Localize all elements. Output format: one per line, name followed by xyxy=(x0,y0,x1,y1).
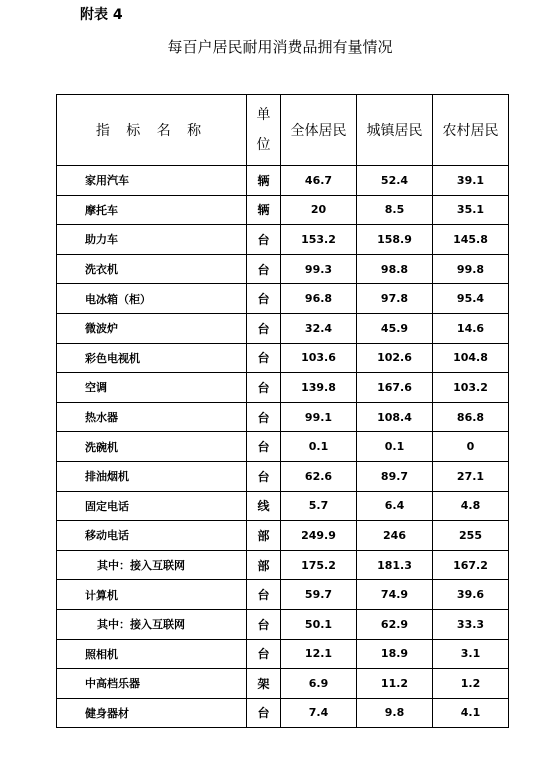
rural-residents-cell: 95.4 xyxy=(433,284,509,314)
table-row xyxy=(57,373,509,403)
all-residents-cell: 6.9 xyxy=(281,669,357,699)
indicator-name-cell: 摩托车 xyxy=(57,195,247,225)
indicator-name-cell: 其中：接入互联网 xyxy=(57,550,247,580)
all-residents-cell: 7.4 xyxy=(281,698,357,728)
unit-cell: 台 xyxy=(247,284,281,314)
table-row xyxy=(57,580,509,610)
unit-cell: 台 xyxy=(247,461,281,491)
table-header-row xyxy=(57,95,509,166)
urban-residents-cell: 18.9 xyxy=(357,639,433,669)
data-table xyxy=(56,94,509,728)
unit-cell: 部 xyxy=(247,521,281,551)
table-row xyxy=(57,402,509,432)
all-residents-cell: 175.2 xyxy=(281,550,357,580)
table-row xyxy=(57,195,509,225)
rural-residents-cell: 4.8 xyxy=(433,491,509,521)
rural-residents-cell: 1.2 xyxy=(433,669,509,699)
all-residents-cell: 139.8 xyxy=(281,373,357,403)
urban-residents-cell: 8.5 xyxy=(357,195,433,225)
table-row xyxy=(57,461,509,491)
unit-cell: 线 xyxy=(247,491,281,521)
indicator-name-cell: 计算机 xyxy=(57,580,247,610)
header-unit-line2: 位 xyxy=(256,137,271,153)
urban-residents-cell: 9.8 xyxy=(357,698,433,728)
rural-residents-cell: 255 xyxy=(433,521,509,551)
all-residents-cell: 50.1 xyxy=(281,609,357,639)
indicator-name-cell: 移动电话 xyxy=(57,521,247,551)
all-residents-cell: 12.1 xyxy=(281,639,357,669)
table-row xyxy=(57,639,509,669)
indicator-name-cell: 电冰箱（柜） xyxy=(57,284,247,314)
unit-cell: 台 xyxy=(247,373,281,403)
header-all-residents: 全体居民 xyxy=(281,95,357,166)
urban-residents-cell: 45.9 xyxy=(357,313,433,343)
indicator-name-cell: 照相机 xyxy=(57,639,247,669)
rural-residents-cell: 3.1 xyxy=(433,639,509,669)
urban-residents-cell: 167.6 xyxy=(357,373,433,403)
rural-residents-cell: 0 xyxy=(433,432,509,462)
urban-residents-cell: 52.4 xyxy=(357,166,433,196)
rural-residents-cell: 145.8 xyxy=(433,225,509,255)
indicator-name-cell: 热水器 xyxy=(57,402,247,432)
rural-residents-cell: 35.1 xyxy=(433,195,509,225)
indicator-name-cell: 排油烟机 xyxy=(57,461,247,491)
header-urban-residents: 城镇居民 xyxy=(357,95,433,166)
indicator-name-cell: 中高档乐器 xyxy=(57,669,247,699)
indicator-name-cell: 助力车 xyxy=(57,225,247,255)
urban-residents-cell: 97.8 xyxy=(357,284,433,314)
table-row xyxy=(57,432,509,462)
table-row xyxy=(57,313,509,343)
all-residents-cell: 96.8 xyxy=(281,284,357,314)
table-row xyxy=(57,166,509,196)
document-title: 每百户居民耐用消费品拥有量情况 xyxy=(167,38,393,56)
table-row xyxy=(57,225,509,255)
table-row xyxy=(57,254,509,284)
unit-cell: 辆 xyxy=(247,166,281,196)
table-row xyxy=(57,609,509,639)
rural-residents-cell: 103.2 xyxy=(433,373,509,403)
urban-residents-cell: 181.3 xyxy=(357,550,433,580)
indicator-name-cell: 家用汽车 xyxy=(57,166,247,196)
urban-residents-cell: 62.9 xyxy=(357,609,433,639)
indicator-name-cell: 固定电话 xyxy=(57,491,247,521)
urban-residents-cell: 6.4 xyxy=(357,491,433,521)
all-residents-cell: 62.6 xyxy=(281,461,357,491)
unit-cell: 架 xyxy=(247,669,281,699)
all-residents-cell: 249.9 xyxy=(281,521,357,551)
urban-residents-cell: 102.6 xyxy=(357,343,433,373)
all-residents-cell: 5.7 xyxy=(281,491,357,521)
urban-residents-cell: 158.9 xyxy=(357,225,433,255)
appendix-label: 附表 4 xyxy=(80,7,123,23)
rural-residents-cell: 33.3 xyxy=(433,609,509,639)
all-residents-cell: 153.2 xyxy=(281,225,357,255)
unit-cell: 台 xyxy=(247,639,281,669)
all-residents-cell: 99.3 xyxy=(281,254,357,284)
rural-residents-cell: 14.6 xyxy=(433,313,509,343)
rural-residents-cell: 27.1 xyxy=(433,461,509,491)
table-body xyxy=(57,166,509,728)
unit-cell: 台 xyxy=(247,402,281,432)
urban-residents-cell: 74.9 xyxy=(357,580,433,610)
all-residents-cell: 103.6 xyxy=(281,343,357,373)
indicator-name-cell: 其中：接入互联网 xyxy=(57,609,247,639)
all-residents-cell: 99.1 xyxy=(281,402,357,432)
header-unit xyxy=(247,95,281,166)
table-row xyxy=(57,521,509,551)
unit-cell: 台 xyxy=(247,432,281,462)
urban-residents-cell: 108.4 xyxy=(357,402,433,432)
rural-residents-cell: 39.1 xyxy=(433,166,509,196)
all-residents-cell: 32.4 xyxy=(281,313,357,343)
unit-cell: 台 xyxy=(247,580,281,610)
all-residents-cell: 46.7 xyxy=(281,166,357,196)
indicator-name-cell: 彩色电视机 xyxy=(57,343,247,373)
unit-cell: 台 xyxy=(247,313,281,343)
indicator-name-cell: 微波炉 xyxy=(57,313,247,343)
unit-cell: 台 xyxy=(247,225,281,255)
unit-cell: 台 xyxy=(247,609,281,639)
rural-residents-cell: 104.8 xyxy=(433,343,509,373)
unit-cell: 辆 xyxy=(247,195,281,225)
rural-residents-cell: 86.8 xyxy=(433,402,509,432)
all-residents-cell: 59.7 xyxy=(281,580,357,610)
indicator-name-cell: 健身器材 xyxy=(57,698,247,728)
urban-residents-cell: 246 xyxy=(357,521,433,551)
indicator-name-cell: 洗衣机 xyxy=(57,254,247,284)
urban-residents-cell: 0.1 xyxy=(357,432,433,462)
table-row xyxy=(57,491,509,521)
urban-residents-cell: 98.8 xyxy=(357,254,433,284)
rural-residents-cell: 39.6 xyxy=(433,580,509,610)
table-row xyxy=(57,669,509,699)
header-rural-residents: 农村居民 xyxy=(433,95,509,166)
table-row xyxy=(57,343,509,373)
urban-residents-cell: 89.7 xyxy=(357,461,433,491)
all-residents-cell: 0.1 xyxy=(281,432,357,462)
header-indicator-name: 指 标 名 称 xyxy=(57,95,247,166)
table-row xyxy=(57,284,509,314)
table-row xyxy=(57,698,509,728)
header-unit-line1: 单 xyxy=(256,107,271,123)
rural-residents-cell: 99.8 xyxy=(433,254,509,284)
urban-residents-cell: 11.2 xyxy=(357,669,433,699)
indicator-name-cell: 洗碗机 xyxy=(57,432,247,462)
unit-cell: 台 xyxy=(247,254,281,284)
unit-cell: 台 xyxy=(247,698,281,728)
unit-cell: 部 xyxy=(247,550,281,580)
rural-residents-cell: 167.2 xyxy=(433,550,509,580)
indicator-name-cell: 空调 xyxy=(57,373,247,403)
rural-residents-cell: 4.1 xyxy=(433,698,509,728)
table-row xyxy=(57,550,509,580)
all-residents-cell: 20 xyxy=(281,195,357,225)
unit-cell: 台 xyxy=(247,343,281,373)
